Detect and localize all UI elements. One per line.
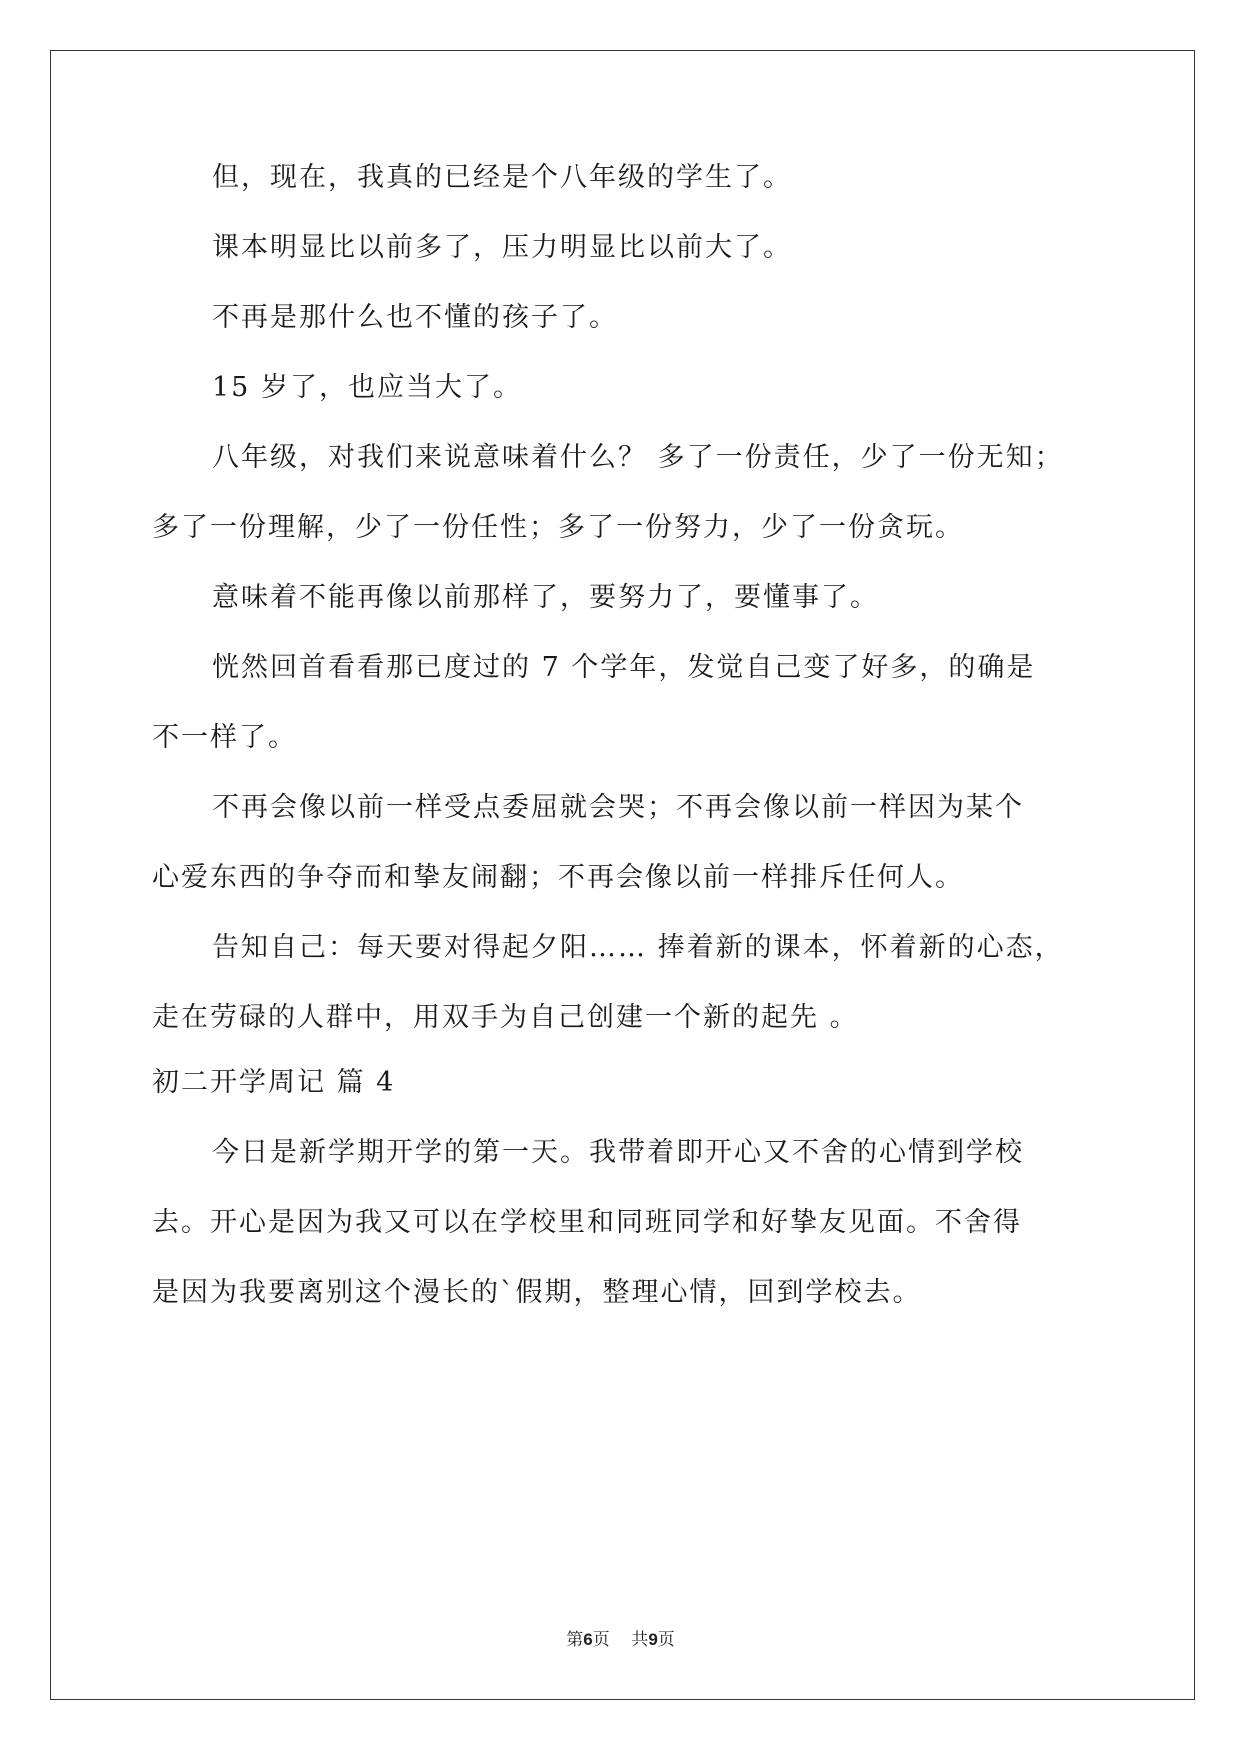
paragraph-line: 今日是新学期开学的第一天。我带着即开心又不舍的心情到学校 bbox=[212, 1137, 1024, 1168]
paragraph-line: 多了一份理解，少了一份任性；多了一份努力，少了一份贪玩。 bbox=[152, 512, 964, 543]
paragraph-line: 15 岁了，也应当大了。 bbox=[212, 372, 522, 403]
paragraph-line: 但，现在，我真的已经是个八年级的学生了。 bbox=[212, 162, 792, 193]
paragraph-line: 是因为我要离别这个漫长的`假期，整理心情，回到学校去。 bbox=[152, 1277, 922, 1308]
paragraph-line: 去。开心是因为我又可以在学校里和同班同学和好挚友见面。不舍得 bbox=[152, 1207, 1022, 1238]
footer-suffix: 页 bbox=[657, 1630, 675, 1650]
paragraph-line: 不一样了。 bbox=[152, 722, 297, 753]
total-pages-number: 9 bbox=[648, 1630, 658, 1649]
paragraph-line: 意味着不能再像以前那样了，要努力了，要懂事了。 bbox=[212, 582, 879, 613]
paragraph-line: 八年级，对我们来说意味着什么？ 多了一份责任，少了一份无知； bbox=[212, 442, 1064, 473]
current-page-number: 6 bbox=[583, 1630, 593, 1649]
paragraph-line: 告知自己：每天要对得起夕阳…… 捧着新的课本，怀着新的心态， bbox=[212, 932, 1064, 963]
paragraph-line: 走在劳碌的人群中，用双手为自己创建一个新的起先 。 bbox=[152, 1002, 859, 1033]
page-footer bbox=[0, 1625, 1241, 1650]
paragraph-line: 课本明显比以前多了，压力明显比以前大了。 bbox=[212, 232, 792, 263]
paragraph-line: 不再是那什么也不懂的孩子了。 bbox=[212, 302, 618, 333]
footer-prefix: 第 bbox=[566, 1630, 584, 1650]
paragraph-line: 心爱东西的争夺而和挚友闹翻；不再会像以前一样排斥任何人。 bbox=[152, 862, 964, 893]
paragraph-line: 恍然回首看看那已度过的 7 个学年，发觉自己变了好多，的确是 bbox=[212, 652, 1036, 683]
section-heading: 初二开学周记 篇 4 bbox=[152, 1067, 396, 1098]
paragraph-line: 不再会像以前一样受点委屈就会哭；不再会像以前一样因为某个 bbox=[212, 792, 1024, 823]
footer-mid: 页 共 bbox=[592, 1630, 649, 1650]
